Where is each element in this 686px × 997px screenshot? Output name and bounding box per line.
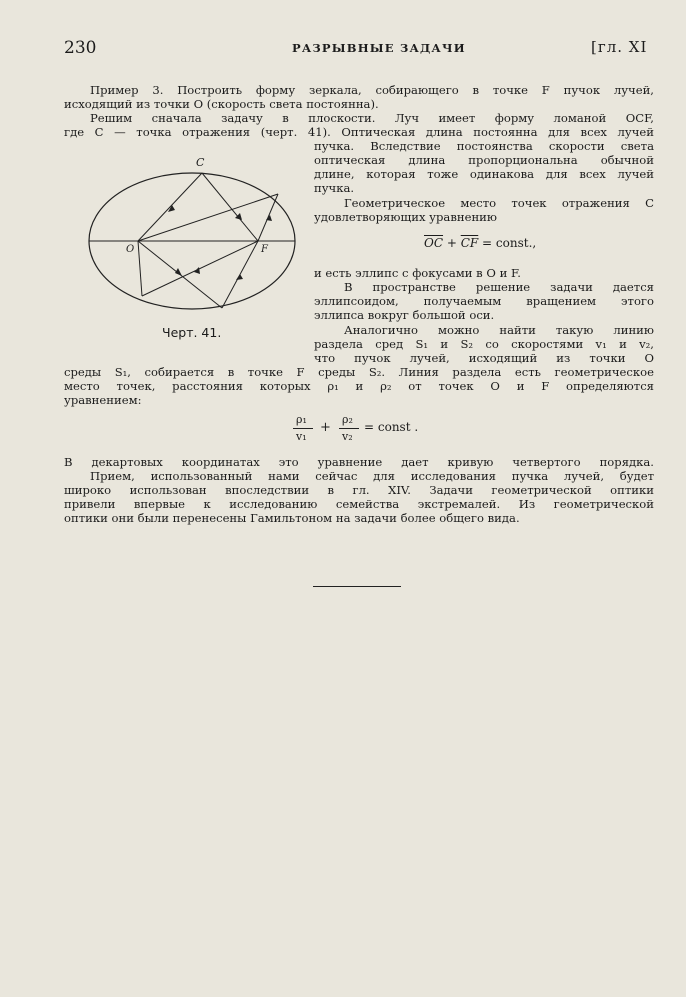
right-line-7: и есть эллипс с фокусами в O и F. [314,266,521,280]
arrow-5 [236,274,243,280]
fraction-den-2: v₂ [342,430,353,443]
right-line-12: раздела сред S₁ и S₂ со скоростями v₁ и v₂, [314,337,654,351]
section-end-rule [313,586,401,587]
segment-oc: $\overline{OC}$ [424,236,444,250]
right-line-8: В пространстве решение задачи дается [344,280,654,294]
ray-oc [138,173,202,241]
text-line-3: Решим сначала задачу в плоскости. Луч имеет форму ломаной OCF, [90,111,654,125]
page-number: 230 [64,38,97,58]
ellipse-figure [82,150,307,320]
right-line-9: эллипсоидом, получаемым вращением этого [314,294,654,308]
text-line-4: где C — точка отражения (черт. 41). Оптическая длина постоянна для всех лучей [64,125,654,139]
ellipse-equation [424,236,536,250]
para-line-5: оптики они были перенесены Гамильтоном на задачи более общего вида. [64,511,520,525]
segment-cf: $\overline{CF}$ [460,236,479,250]
example-line-2: исходящий из точки O (скорость света постоянна). [64,97,379,111]
full-line-2: место точек, расстояния которых ρ₁ и ρ₂ от точек O и F определяются [64,379,654,393]
fraction-bar-2 [339,428,359,429]
right-line-13: что пучок лучей, исходящий из точки O [314,351,654,365]
para-line-1: В декартовых координатах это уравнение дает кривую четвертого порядка. [64,455,654,469]
right-line-10: эллипса вокруг большой оси. [314,308,495,322]
ray-o-lower-left [138,241,142,296]
chapter-label: [гл. XI [591,38,648,56]
eq-plus: + [443,236,461,250]
fraction-num-2: ρ₂ [342,413,353,426]
full-line-1: среды S₁, собирается в точке F среды S₂. Линия раздела есть геометрическое [64,365,654,379]
running-title: РАЗРЫВНЫЕ ЗАДАЧИ [292,41,466,55]
ray-lower-left-f [142,241,258,296]
right-line-1: пучка. Вследствие постоянства скорости света [314,139,654,153]
ray-cf [202,173,258,241]
fraction-bar-1 [293,428,313,429]
figure-caption: Черт. 41. [162,325,222,340]
fraction-den-1: v₁ [296,430,307,443]
fraction-plus: + [320,420,331,435]
right-line-2: оптическая длина пропорциональна обычной [314,153,654,167]
full-line-3: уравнением: [64,393,142,407]
para-line-3: широко использован впоследствии в гл. XIV. Задачи геометрической оптики [64,483,654,497]
fraction-rhs: = const . [364,420,419,434]
arrow-4 [175,268,182,276]
eq-rhs: = const., [478,236,537,250]
right-line-11: Аналогично можно найти такую линию [344,323,654,337]
right-line-4: пучка. [314,181,355,195]
right-line-6: удовлетворяющих уравнению [314,210,497,224]
para-line-2: Прием, использованный нами сейчас для исследования пучка лучей, будет [90,469,654,483]
right-line-5: Геометрическое место точек отражения C [344,196,654,210]
label-o: O [126,244,135,255]
para-line-4: привели впервые к исследованию семейства экстремалей. Из геометрической [64,497,654,511]
example-line-1: Пример 3. Построить форму зеркала, собирающего в точке F пучок лучей, [90,83,654,97]
label-f: F [261,244,268,255]
ray-o-upper-right [138,194,278,241]
fraction-num-1: ρ₁ [296,413,307,426]
right-line-3: длине, которая тоже одинакова для всех лучей [314,167,654,181]
label-c: C [196,156,205,169]
